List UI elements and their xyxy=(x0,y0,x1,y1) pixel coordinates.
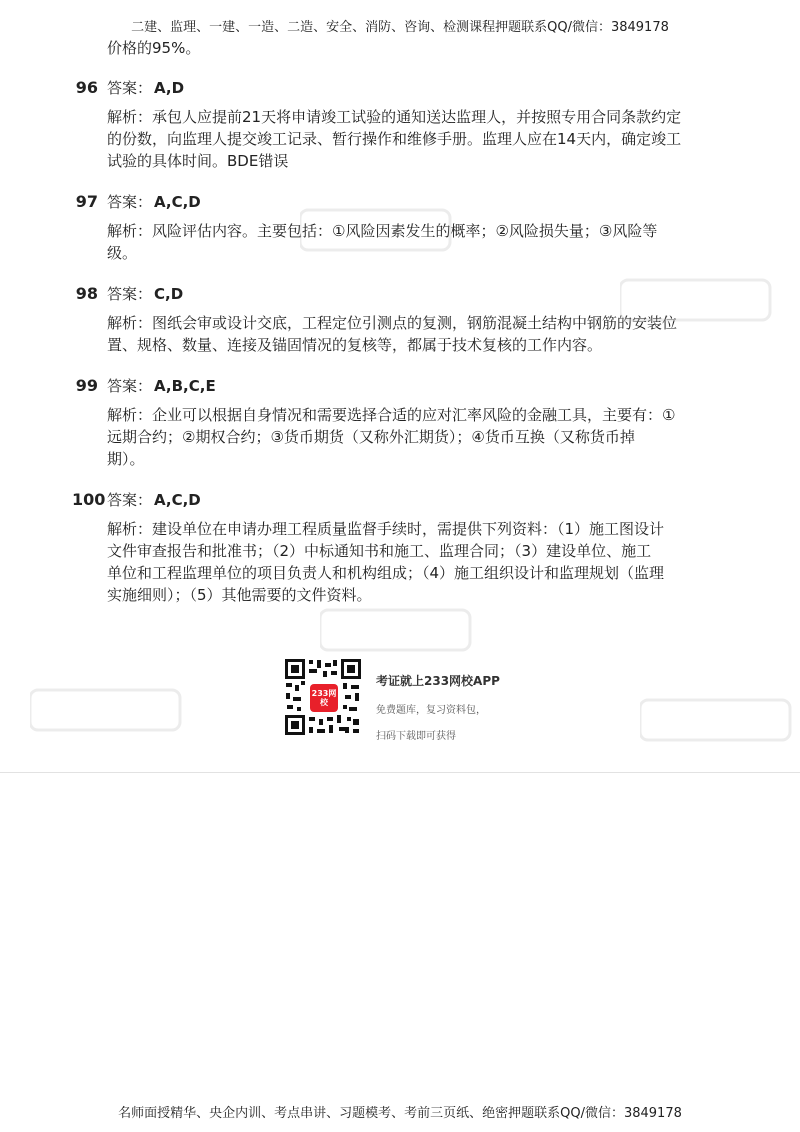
explanation-line: 解析：承包人应提前21天将申请竣工试验的通知送达监理人，并按照专用合同条款约定 xyxy=(107,108,682,126)
question-number: 99 xyxy=(75,376,98,395)
answer-value: C,D xyxy=(154,285,184,303)
answer-value: A,C,D xyxy=(154,193,201,211)
app-promo xyxy=(283,657,603,741)
watermark-logo-icon xyxy=(30,680,190,740)
explanation-line: 解析：图纸会审或设计交底，工程定位引测点的复测，钢筋混凝土结构中钢筋的安装位 xyxy=(107,314,678,332)
answer-line xyxy=(107,78,184,98)
answer-value: A,D xyxy=(154,79,185,97)
answer-label: 答案： xyxy=(107,491,153,509)
explanation-line: 单位和工程监理单位的项目负责人和机构组成；（4）施工组织设计和监理规划（监理 xyxy=(107,564,665,582)
footer-contact-line: 名师面授精华、央企内训、考点串讲、习题模考、考前三页纸、绝密押题联系QQ/微信：3849178 xyxy=(118,1106,682,1121)
qr-code[interactable] xyxy=(283,657,363,737)
promo-title: 考证就上233网校APP xyxy=(376,674,500,688)
app-logo-badge: 233网校 xyxy=(310,684,338,712)
answer-line xyxy=(107,284,183,304)
promo-subtitle: 扫码下载即可获得 xyxy=(376,731,456,742)
explanation-line: 试验的具体时间。BDE错误 xyxy=(107,152,289,170)
explanation xyxy=(107,404,727,470)
header-contact-line: 二建、监理、一建、一造、二造、安全、消防、咨询、检测课程押题联系QQ/微信：3849178 xyxy=(131,20,669,35)
answer-label: 答案： xyxy=(107,79,153,97)
answer-line xyxy=(107,490,201,510)
answer-line xyxy=(107,192,201,212)
answer-value: A,C,D xyxy=(154,491,201,509)
answer-label: 答案： xyxy=(107,285,153,303)
answer-line xyxy=(107,376,216,396)
explanation xyxy=(107,106,727,172)
question-number: 98 xyxy=(75,284,98,303)
explanation-line: 的份数，向监理人提交竣工记录、暂行操作和维修手册。监理人应在14天内，确定竣工 xyxy=(107,130,682,148)
answer-label: 答案： xyxy=(107,193,153,211)
question-number: 97 xyxy=(75,192,98,211)
explanation xyxy=(107,312,727,356)
explanation-line: 置、规格、数量、连接及锚固情况的复核等，都属于技术复核的工作内容。 xyxy=(107,336,603,354)
explanation-line: 期）。 xyxy=(107,450,145,468)
explanation xyxy=(107,518,727,606)
explanation-line: 实施细则）；（5）其他需要的文件资料。 xyxy=(107,586,372,604)
promo-subtitle: 免费题库，复习资料包， xyxy=(376,705,486,716)
carryover-text: 价格的95%。 xyxy=(107,39,201,57)
watermark-logo-icon xyxy=(640,690,800,750)
explanation-line: 级。 xyxy=(107,244,138,262)
explanation-line: 解析：风险评估内容。主要包括：①风险因素发生的概率；②风险损失量；③风险等 xyxy=(107,222,658,240)
explanation-line: 远期合约；②期权合约；③货币期货（又称外汇期货）；④货币互换（又称货币掉 xyxy=(107,428,635,446)
explanation xyxy=(107,220,727,264)
answer-label: 答案： xyxy=(107,377,153,395)
question-number: 96 xyxy=(75,78,98,97)
answer-value: A,B,C,E xyxy=(154,377,216,395)
explanation-line: 文件审查报告和批准书；（2）中标通知书和施工、监理合同；（3）建设单位、施工 xyxy=(107,542,652,560)
explanation-line: 解析：企业可以根据自身情况和需要选择合适的应对汇率风险的金融工具，主要有：① xyxy=(107,406,676,424)
question-number: 100 xyxy=(72,490,106,509)
explanation-line: 解析：建设单位在申请办理工程质量监督手续时，需提供下列资料：（1）施工图设计 xyxy=(107,520,665,538)
watermark-logo-icon xyxy=(320,600,480,660)
